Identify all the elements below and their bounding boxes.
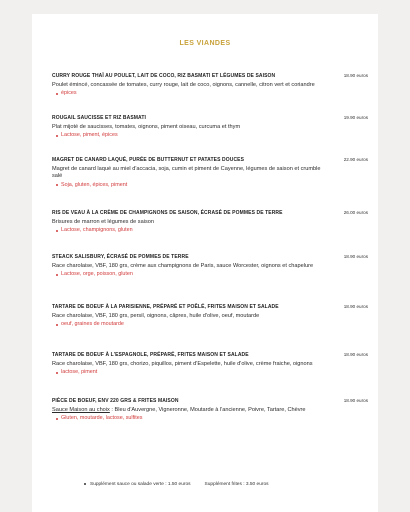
dish-price: 18.90 euros xyxy=(343,352,368,357)
sauce-label: Sauce Maison au choix xyxy=(52,407,110,413)
dish-description: Magret de canard laqué au miel d'accacia, soja, cumin et piment de Cayenne, légumes de saison et crumble salé xyxy=(52,166,321,180)
dish-description xyxy=(52,407,332,414)
dish-description: Poulet émincé, concassée de tomates, curry rouge, lait de coco, oignons, cannelle, citron vert et coriandre xyxy=(52,82,315,88)
dish-name: ROUGAIL SAUCISSE ET RIZ BASMATI xyxy=(52,115,147,121)
dish-allergens: Soja, gluten, épices, piment xyxy=(52,182,368,189)
dish-name: PIÈCE DE BOEUF, ENV 220 GRS & FRITES MAISON xyxy=(52,398,179,404)
dish-allergens: Lactose, piment, épices xyxy=(52,132,368,139)
dish-description: Race charolaise, VBF, 180 grs, persil, oignons, câpres, huile d'olive, oeuf, moutarde xyxy=(52,313,260,319)
dish-price: 18.90 euros xyxy=(343,398,368,403)
dish-allergens: oeuf, graines de moutarde xyxy=(52,321,368,328)
dish-item xyxy=(52,73,368,97)
dish-price: 18.90 euros xyxy=(343,73,368,78)
dish-name: TARTARE DE BOEUF À LA PARISIENNE, PRÉPARÉ ET POÊLÉ, FRITES MAISON ET SALADE xyxy=(52,304,279,310)
bullet-icon xyxy=(84,483,86,485)
dish-item xyxy=(52,352,368,376)
dish-price: 19.90 euros xyxy=(343,115,368,120)
dish-allergens: Gluten, moutarde, lactose, sulfites xyxy=(52,415,368,422)
menu-page xyxy=(32,14,378,512)
dish-price: 18.90 euros xyxy=(343,254,368,259)
sauce-options: : Bleu d'Auvergne, Vigneronne, Moutarde à l'ancienne, Poivre, Tartare, Chèvre xyxy=(109,407,306,413)
dish-item xyxy=(52,398,368,422)
dish-item xyxy=(52,304,368,328)
dish-allergens: Lactose, champignons, gluten xyxy=(52,227,368,234)
supplements-footer xyxy=(84,482,269,487)
dish-item xyxy=(52,157,368,189)
dish-allergens: lactose, piment xyxy=(52,369,368,376)
section-title: LES VIANDES xyxy=(179,40,231,47)
dish-description: Race charolaise, VBF, 180 grs, chorizo, piquillos, piment d'Espelette, huile d'olive, crème fraiche, oignons xyxy=(52,361,313,367)
dish-price: 26.00 euros xyxy=(343,210,368,215)
dish-description: Brisures de marron et légumes de saison xyxy=(52,219,154,225)
dish-name: CURRY ROUGE THAÏ AU POULET, LAIT DE COCO, RIZ BASMATI ET LÉGUMES DE SAISON xyxy=(52,73,276,79)
dish-allergens: Lactose, orge, poisson, gluten xyxy=(52,271,368,278)
dish-name: TARTARE DE BOEUF À L'ESPAGNOLE, PRÉPARÉ, FRITES MAISON ET SALADE xyxy=(52,352,249,358)
dish-item xyxy=(52,210,368,234)
dish-allergens: épices xyxy=(52,90,368,97)
dish-item xyxy=(52,254,368,278)
dish-description: Plat mijoté de saucisses, tomates, oignons, piment oiseau, curcuma et thym xyxy=(52,124,241,130)
dish-price: 22.90 euros xyxy=(343,157,368,162)
dish-name: RIS DE VEAU À LA CRÈME DE CHAMPIGNONS DE SAISON, ÉCRASÉ DE POMMES DE TERRE xyxy=(52,210,283,216)
supplement-frites: Supplément frites : 3.50 euros xyxy=(204,482,269,487)
dish-description: Race charolaise, VBF, 180 grs, crème aux champignons de Paris, sauce Worcester, oignons et chapelure xyxy=(52,263,314,269)
dish-name: MAGRET DE CANARD LAQUÉ, PURÉE DE BUTTERNUT ET PATATES DOUCES xyxy=(52,157,245,163)
dish-price: 18.90 euros xyxy=(343,304,368,309)
dish-item xyxy=(52,115,368,139)
dish-name: STEACK SALISBURY, ÉCRASÉ DE POMMES DE TERRE xyxy=(52,254,189,260)
supplement-sauce: Supplément sauce ou salade verte : 1.50 euros xyxy=(90,482,191,487)
